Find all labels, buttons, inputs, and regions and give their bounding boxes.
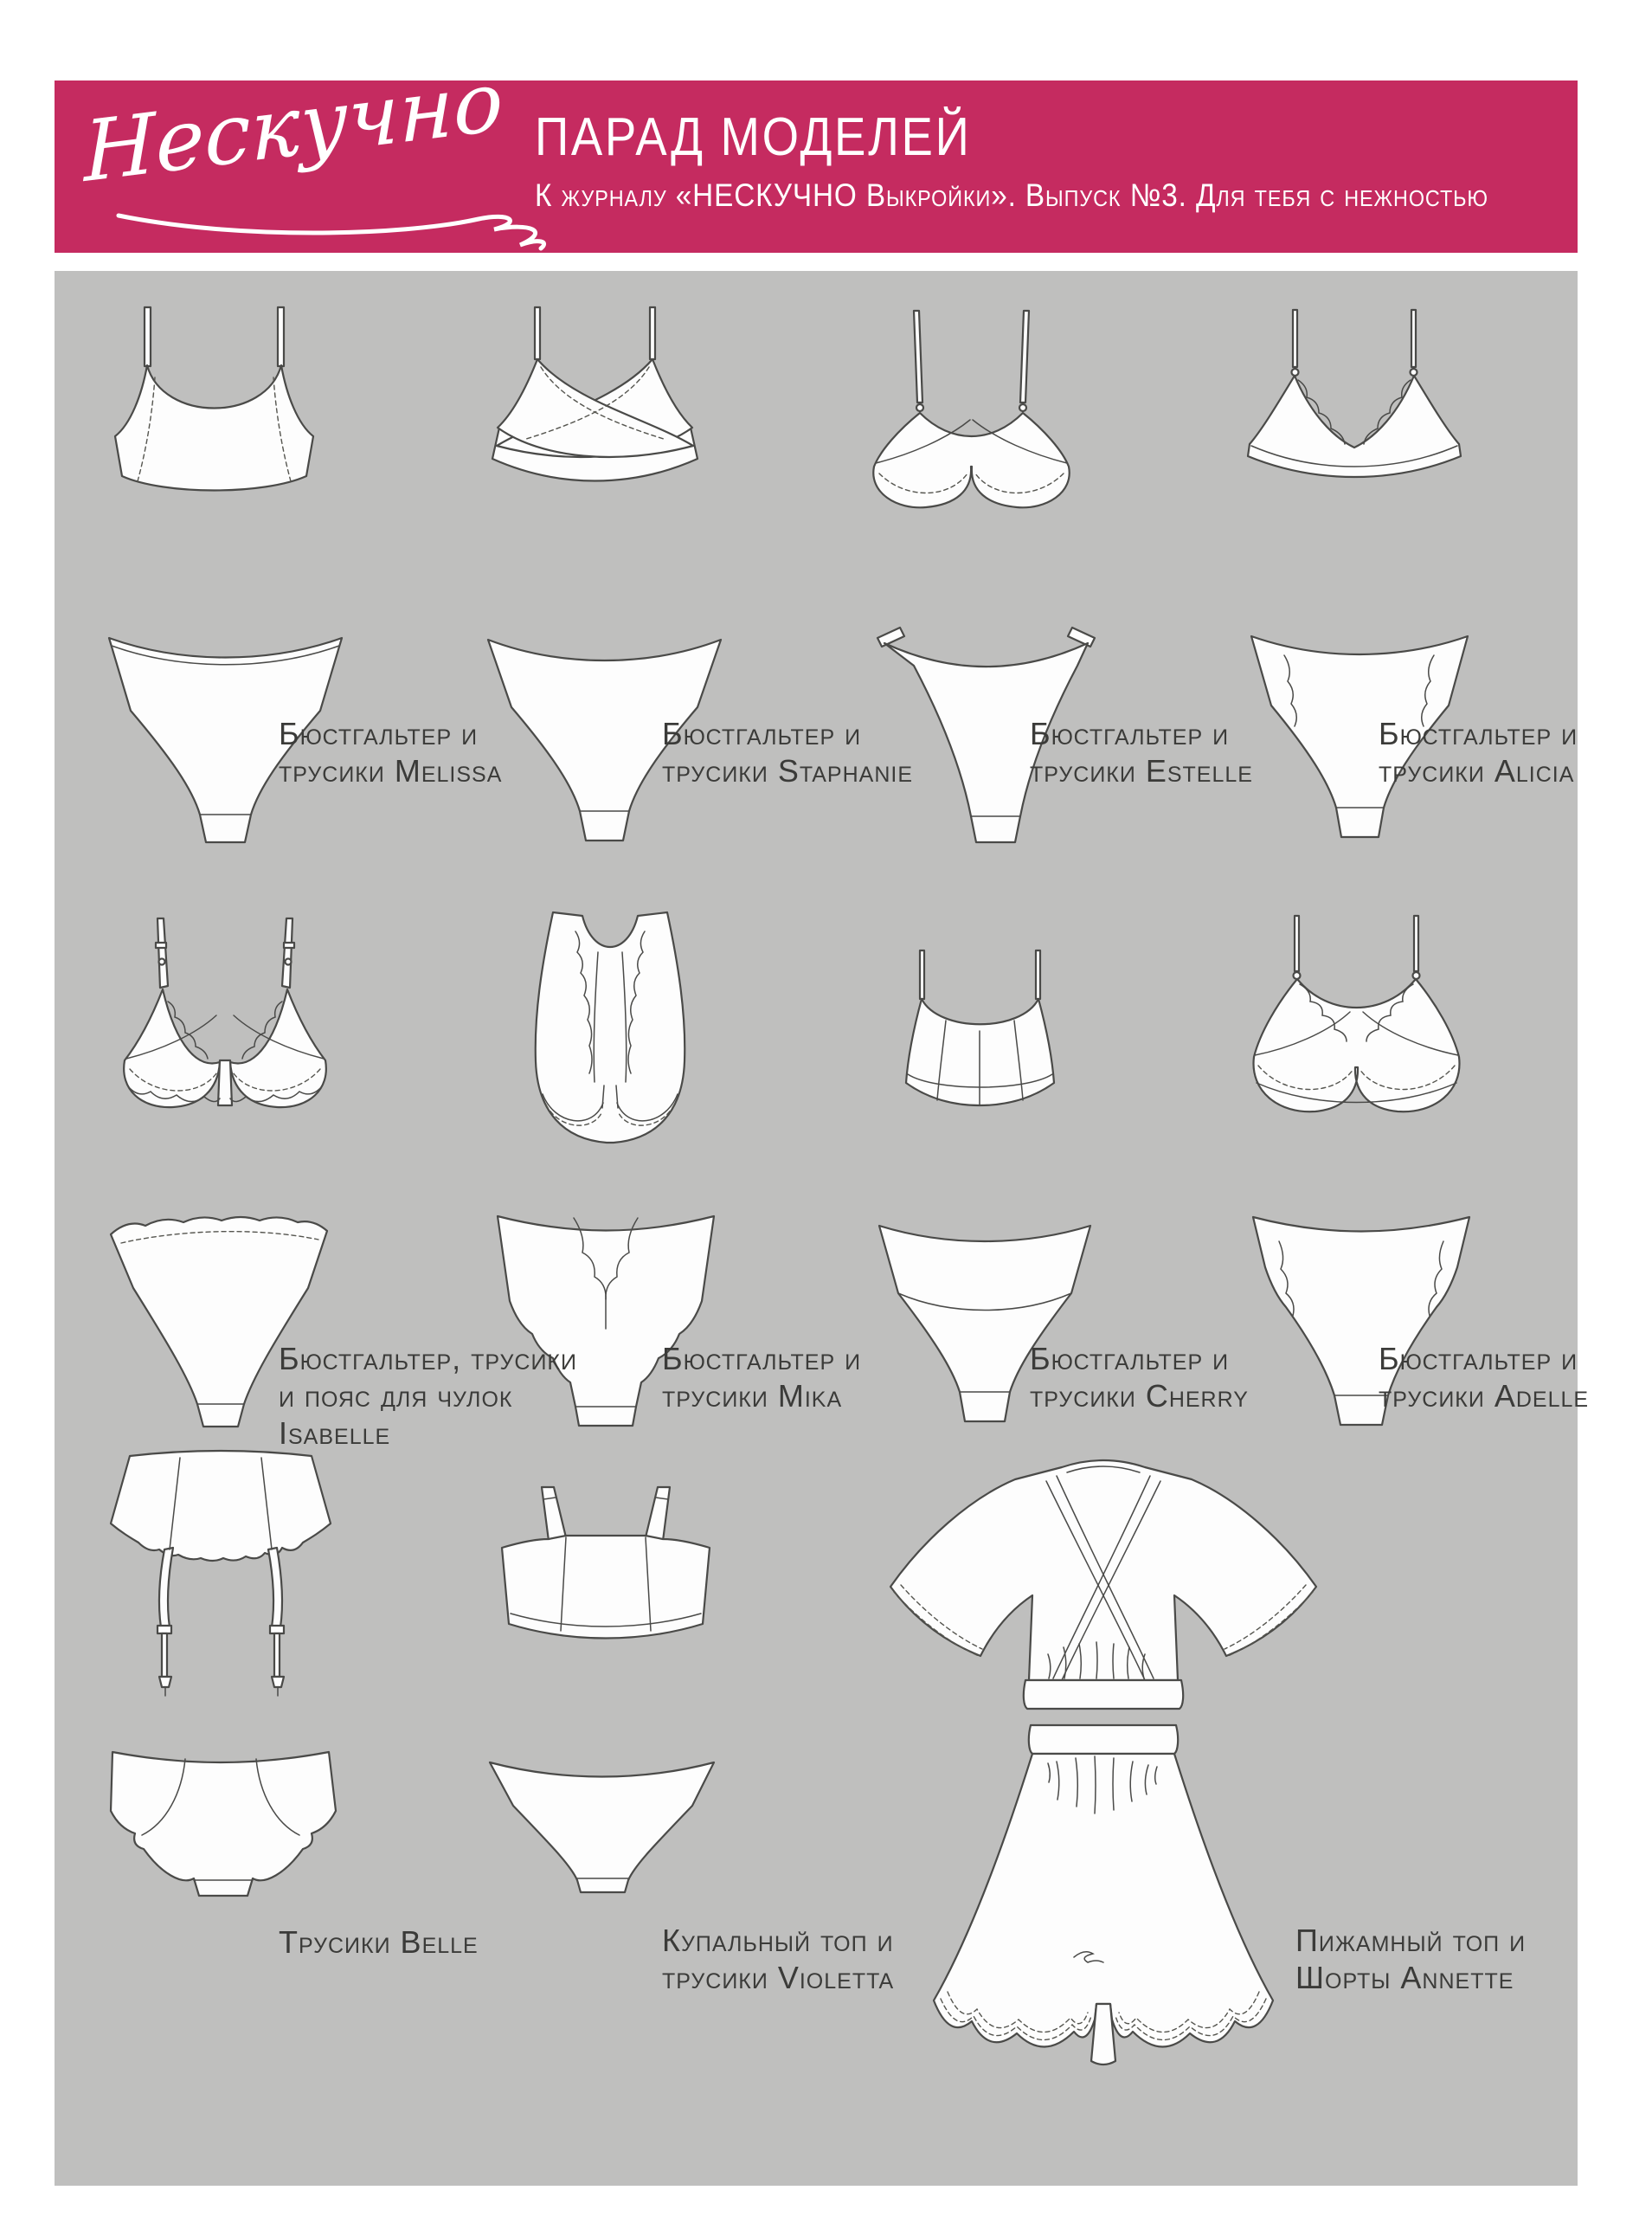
melissa-bra-drawing [100,305,329,497]
label-mika [662,1340,861,1414]
models-canvas [55,271,1590,2186]
label-line: и пояс для чулок [279,1378,513,1414]
label-belle [279,1923,479,1961]
logo-flourish-icon [106,200,574,252]
label-line: Бюстгальтер и [279,716,479,751]
label-line: трусики Alicia [1379,753,1575,789]
label-line: трусики Adelle [1379,1378,1590,1414]
annette-pajama-set-drawing [878,1450,1328,2134]
header-band [55,52,1578,253]
label-staphanie [662,715,913,789]
isabelle-bra-drawing [112,913,337,1121]
label-estelle [1030,715,1253,789]
label-line: трусики Cherry [1030,1378,1249,1414]
label-line: трусики Violetta [662,1960,895,1995]
belle-panties-drawing [104,1742,337,1910]
label-line: Isabelle [279,1415,391,1451]
brand-logo: Нескучно [82,52,505,202]
adelle-bra-drawing [1237,913,1475,1134]
label-line: Бюстгальтер и [1379,1341,1578,1376]
mika-longline-bra-drawing [498,900,723,1156]
label-line: Шорты Annette [1295,1960,1514,1995]
label-line: трусики Melissa [279,753,503,789]
isabelle-garter-belt-drawing [104,1447,337,1707]
label-cherry [1030,1340,1249,1414]
page-title: ПАРАД МОДЕЛЕЙ [535,107,972,167]
label-melissa [279,715,502,789]
label-line: трусики Mika [662,1378,843,1414]
label-line: Бюстгальтер и [1379,716,1578,751]
label-annette [1295,1922,1526,1996]
violetta-panties-drawing [483,1749,721,1900]
label-line: трусики Estelle [1030,753,1253,789]
label-line: Купальный топ и [662,1923,894,1958]
label-line: Пижамный топ и [1295,1923,1527,1958]
label-line: Бюстгальтер и [662,716,862,751]
label-line: Трусики Belle [279,1924,479,1960]
alicia-bra-drawing [1237,307,1471,496]
label-line: Бюстгальтер и [1030,716,1230,751]
label-line: Бюстгальтер, трусики [279,1341,577,1376]
staphanie-bra-drawing [480,305,710,497]
label-alicia [1379,715,1578,789]
label-line: Бюстгальтер и [662,1341,862,1376]
violetta-swim-top-drawing [485,1482,727,1659]
label-adelle [1379,1340,1589,1414]
label-line: трусики Staphanie [662,753,914,789]
label-violetta [662,1922,894,1996]
page-subtitle: К журналу «НЕСКУЧНО Выкройки». Выпуск №3. Для тебя с нежностью [535,177,1488,213]
label-isabelle [279,1340,577,1452]
estelle-bra-drawing [857,307,1086,496]
label-line: Бюстгальтер и [1030,1341,1230,1376]
cherry-bra-drawing [870,948,1090,1130]
